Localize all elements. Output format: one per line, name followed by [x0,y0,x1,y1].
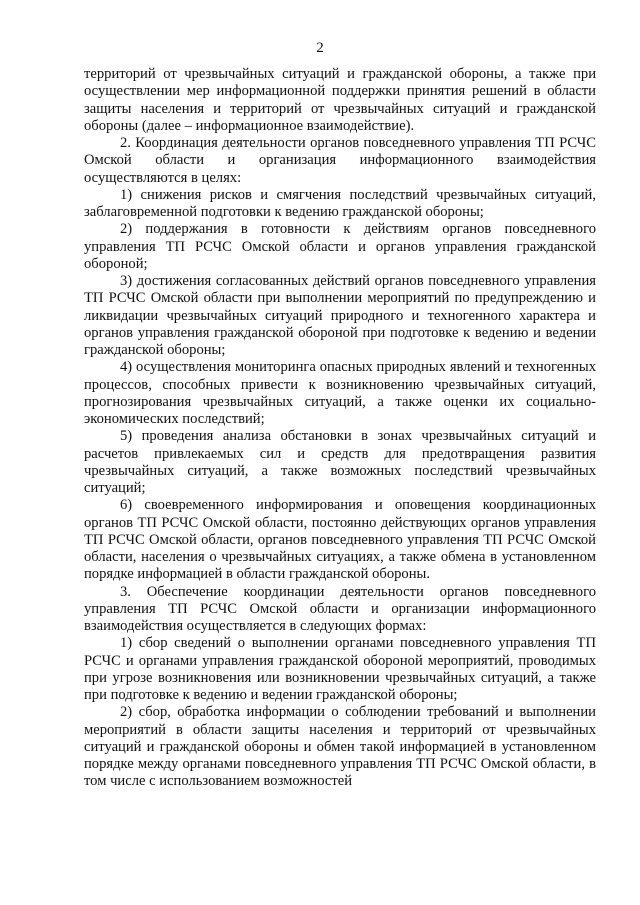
list-item-2-5: 5) проведения анализа обстановки в зонах чрезвычайных ситуаций и расчетов привлекаемых сил и средств для предотвращения развития чрезвычайных ситуаций, а также возможных последствий чрезвычайных ситуаций; [84,428,596,496]
list-item-2-3: 3) достижения согласованных действий органов повседневного управления ТП РСЧС Омской области при выполнении мероприятий по предупреждению и ликвидации чрезвычайных ситуаций природного и техногенного характера и органов управления гражданской обороной при подготовке к ведению и ведении гражданской обороны; [84,273,596,358]
page-number: 2 [316,40,324,56]
list-item-2-1: 1) снижения рисков и смягчения последствий чрезвычайных ситуаций, заблаговременной подготовки к ведению гражданской обороны; [84,186,596,220]
list-item-2-4: 4) осуществления мониторинга опасных природных явлений и техногенных процессов, способных привести к возникновению чрезвычайных ситуаций, прогнозирования чрезвычайных ситуаций, а также оценки их социально-экономических последствий; [84,359,596,427]
paragraph-section-2: 2. Координация деятельности органов повседневного управления ТП РСЧС Омской области и организация информационного взаимодействия осуществляются в целях: [84,135,596,186]
list-item-2-2: 2) поддержания в готовности к действиям органов повседневного управления ТП РСЧС Омской области и органов управления гражданской обороной; [84,221,596,272]
list-item-3-1: 1) сбор сведений о выполнении органами повседневного управления ТП РСЧС и органами управления гражданской обороной мероприятий, проводимых при угрозе возникновения или возникновении чрезвычайных ситуаций, а также при подготовке к ведению и ведении гражданской обороны; [84,635,596,703]
document-body [84,66,596,791]
list-item-2-6: 6) своевременного информирования и оповещения координационных органов ТП РСЧС Омской области, постоянно действующих органов управления ТП РСЧС Омской области, органов повседневного управления ТП РСЧС Омской области, населения о чрезвычайных ситуациях, а также обмена в установленном порядке информацией в области гражданской обороны. [84,497,596,583]
paragraph-section-3: 3. Обеспечение координации деятельности органов повседневного управления ТП РСЧС Омской области и организации информационного взаимодействия осуществляется в следующих формах: [84,583,596,634]
list-item-3-2: 2) сбор, обработка информации о соблюдении требований и выполнении мероприятий в области защиты населения и территорий от чрезвычайных ситуаций и гражданской обороны и обмен такой информацией в установленном порядке между органами повседневного управления ТП РСЧС Омской области, в том числе с использованием возможностей [84,704,596,790]
paragraph-continuation: территорий от чрезвычайных ситуаций и гражданской обороны, а также при осуществлении мер информационной поддержки принятия решений в области защиты населения и территорий от чрезвычайных ситуаций и гражданской обороны (далее – информационное взаимодействие). [84,66,596,134]
